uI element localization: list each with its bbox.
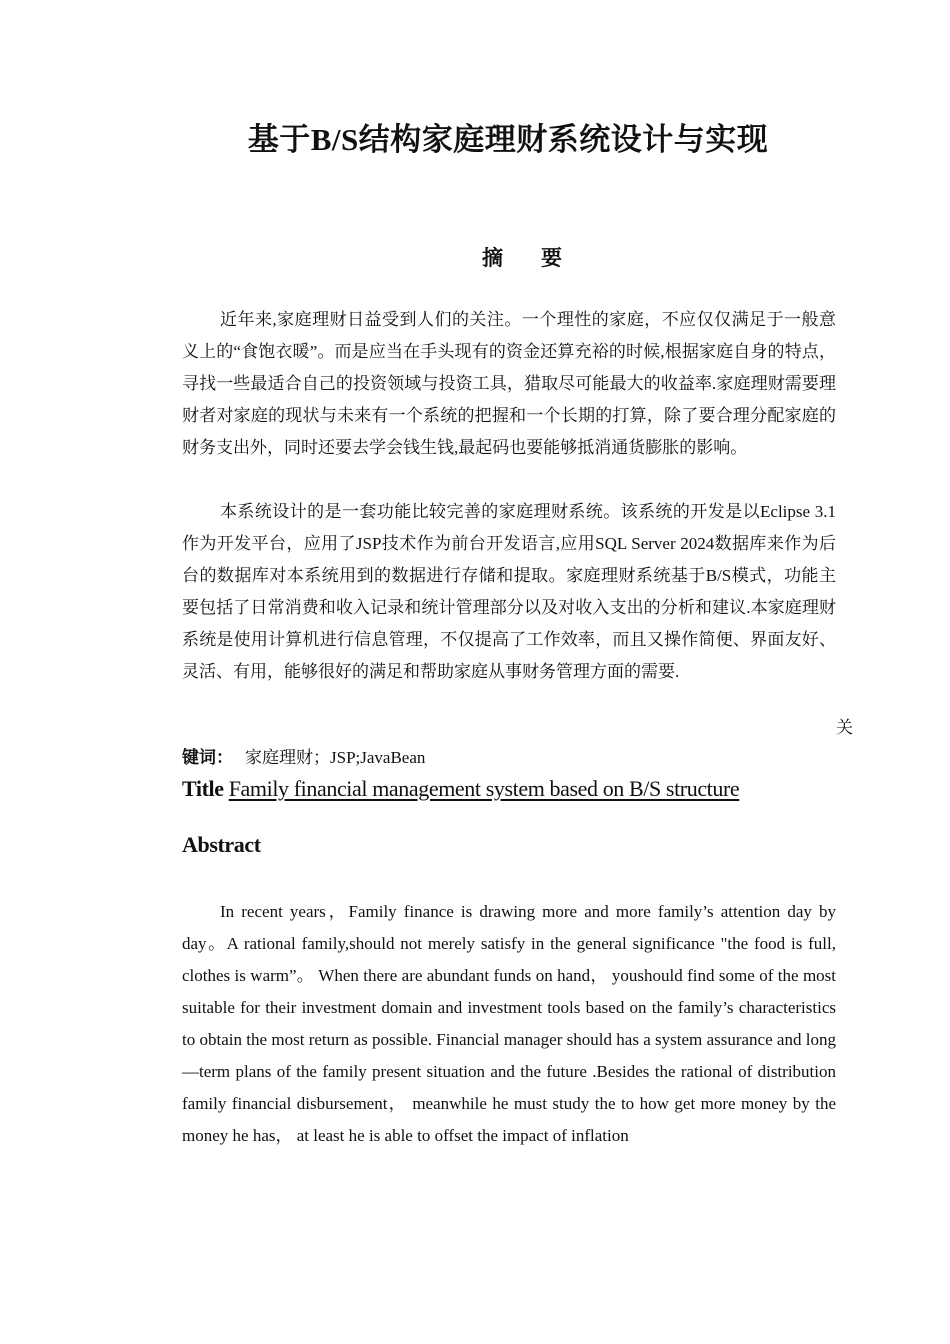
keywords-prefix-char: 关 bbox=[836, 718, 853, 737]
english-title-label: Title bbox=[182, 776, 224, 801]
abstract-cn-paragraph-2: 本系统设计的是一套功能比较完善的家庭理财系统。该系统的开发是以Eclipse 3.1作为开发平台，应用了JSP技术作为前台开发语言,应用SQL Server 2024数据库来作为后台的数据库对本系统用到的数据进行存储和提取。家庭理财系统基于B/S模式，功能主要包括了日常消费和收入记录和统计管理部分以及对收入支出的分析和建议.本家庭理财系统是使用计算机进行信息管理，不仅提高了工作效率，而且又操作简便、界面友好、灵活、有用，能够很好的满足和帮助家庭从事财务管理方面的需要. bbox=[182, 502, 836, 681]
main-title: 基于B/S结构家庭理财系统设计与实现 bbox=[247, 122, 769, 157]
keywords-value: 家庭理财；JSP;JavaBean bbox=[245, 748, 426, 767]
abstract-en-heading: Abstract bbox=[182, 832, 261, 857]
abstract-cn-paragraph-1: 近年来,家庭理财日益受到人们的关注。一个理性的家庭，不应仅仅满足于一般意义上的“食饱衣暖”。而是应当在手头现有的资金还算充裕的时候,根据家庭自身的特点，寻找一些最适合自己的投资领域与投资工具，猎取尽可能最大的收益率.家庭理财需要理财者对家庭的现状与未来有一个系统的把握和一个长期的打算，除了要合理分配家庭的财务支出外，同时还要去学会钱生钱,最起码也要能够抵消通货膨胀的影响。 bbox=[182, 310, 836, 457]
abstract-heading: 摘要 bbox=[482, 246, 600, 270]
abstract-en-paragraph: In recent years，Family finance is drawing more and more family’s attention day by day。A rational family,should not merely satisfy in the general significance "the food is full, clothes is warm”。 When there are abundant funds on hand， youshould find some of the most suitable for their investment domain and investment tools based on the family’s characteristics to obtain the most return as possible. Financial manager should has a system assurance and long—term plans of the family present situation and the future .Besides the rational of distribution family financial disbursement， meanwhile he must study the to how get more money by the money he has， at least he is able to offset the impact of inflation bbox=[182, 902, 836, 1145]
english-title: Family financial management system based on B/S structure bbox=[228, 776, 740, 801]
keywords-line bbox=[182, 742, 425, 774]
english-title-line bbox=[182, 772, 739, 806]
keywords-label: 键词： bbox=[182, 748, 233, 767]
